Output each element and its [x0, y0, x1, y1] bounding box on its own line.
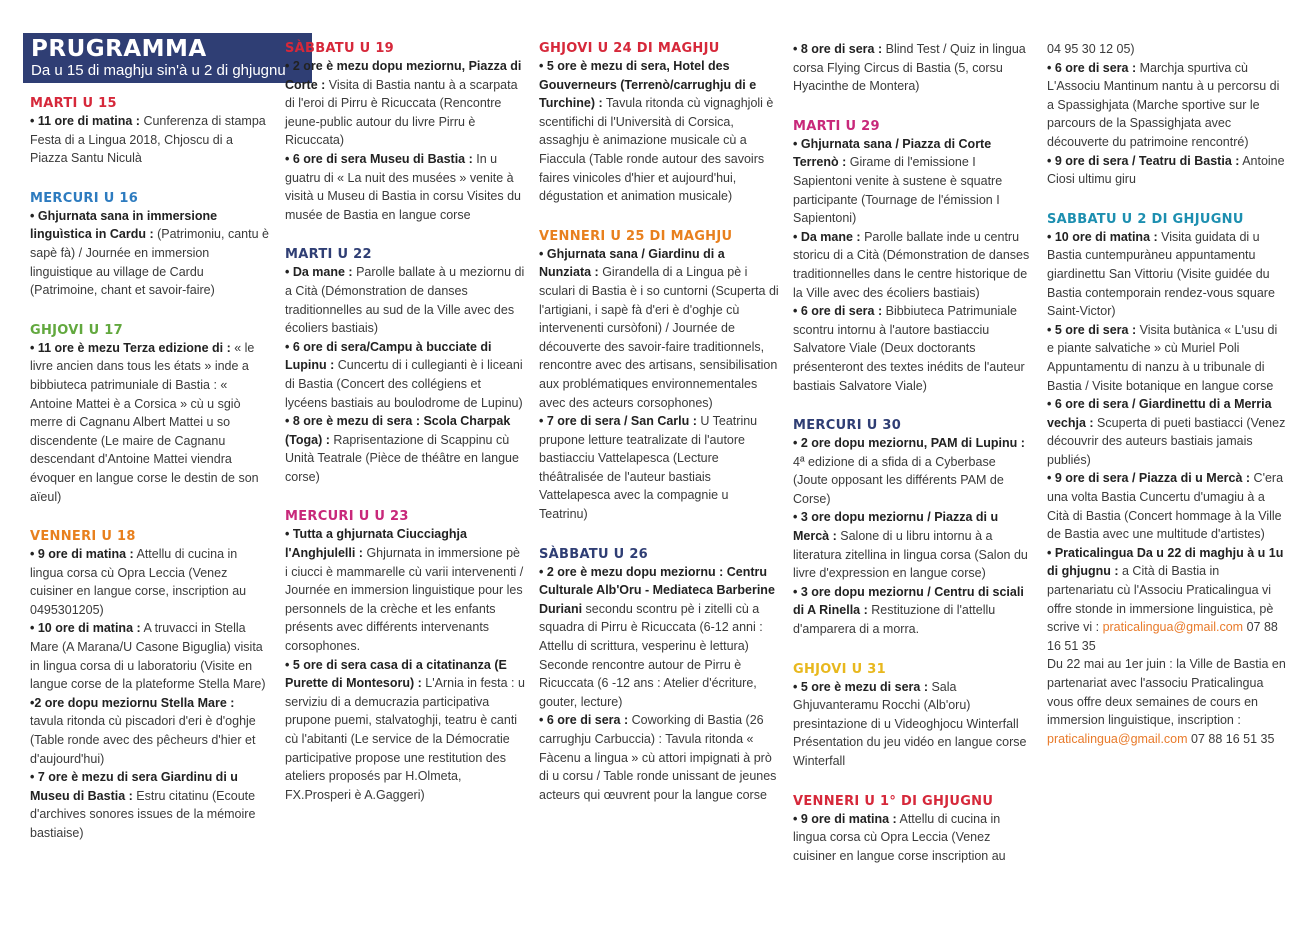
- event-title: • 11 ore è mezu Terza edizione di :: [30, 340, 231, 355]
- event-item: [793, 40, 1033, 96]
- section-spacer: [539, 524, 779, 536]
- event-item: [539, 711, 779, 804]
- event-item: [1047, 395, 1287, 469]
- section-spacer: [539, 804, 779, 816]
- event-title: • 6 ore di sera :: [1047, 60, 1137, 75]
- event-title: • 8 ore di sera :: [793, 42, 883, 56]
- event-title: • 3 ore dopu meziornu / Centru di sciali di A Rinella :: [793, 584, 1024, 618]
- section-spacer: [30, 506, 270, 518]
- event-description: U Teatrinu prupone letture teatralizate di l'autore bastiacciu Vattelapesca (Lecture théâtralisée de l'auteur bastiais Vattelapesca avec la compagnie u Teatrinu): [539, 414, 758, 522]
- event-title: • 3 ore dopu meziornu / Piazza di u Mercà :: [793, 510, 999, 544]
- section-spacer: [793, 865, 1033, 877]
- section-spacer: [30, 300, 270, 312]
- section-spacer: [285, 486, 525, 498]
- event-description: Parolle ballate à u meziornu di a Cità (Démonstration de danses traditionnelles au sud de la Ville avec des écoliers bastiais): [285, 265, 525, 336]
- section-spacer: [1047, 189, 1287, 201]
- event-title: • 8 ore è mezu di sera : Scola Charpak (Toga) :: [285, 414, 511, 447]
- event-title: • 7 ore di sera / San Carlu :: [539, 414, 697, 429]
- event-title: • 9 ore di sera / Piazza di u Mercà :: [1047, 471, 1251, 486]
- event-title: • 9 ore di sera / Teatru di Bastia :: [1047, 153, 1240, 168]
- event-item: [30, 112, 270, 168]
- day-heading: MARTI U 29: [793, 118, 880, 134]
- event-title: • 6 ore di sera/Campu à bucciate di Lupinu :: [285, 339, 492, 373]
- event-description: Blind Test / Quiz in lingua corsa Flying Circus di Bastia (5, corsu Hyacinthe de Montera): [793, 42, 1026, 94]
- event-description: (Patrimoniu, cantu è sapè fà) / Journée en immersion linguistique au village de Cardu (Patrimoine, chant et savoir-faire): [30, 227, 269, 298]
- day-heading: MARTI U 15: [30, 96, 117, 111]
- event-item: [539, 245, 779, 412]
- event-description: L'Arnia in festa : u serviziu di a demucrazia participativa prupone puemi, stalvatoghji, teatru è canti cù l'abitanti (Le service de la Démocratie participative propose une restitution des ateliers proposés par H.Olmeta, FX.Prosperi è A.Gaggeri): [285, 676, 525, 802]
- event-title: • 10 ore di matina :: [1047, 229, 1158, 244]
- event-title: • 10 ore di matina :: [30, 621, 141, 636]
- event-description: Cuncertu di i cullegianti è i liceani di Bastia (Concert des collégiens et lycéens bastiais au boulodrome de Lupinu): [285, 358, 523, 410]
- event-title: • 7 ore è mezu di sera Giardinu di u Museu di Bastia :: [30, 770, 238, 803]
- day-heading: MERCURI U 30: [793, 418, 902, 434]
- event-item: [1047, 228, 1287, 321]
- event-description: a Cità di Bastia in partenariatu cù l'Associu Praticalingua vi offre stonde in immersione linguistica, pè scrive vi :: [1047, 564, 1274, 635]
- event-title: • 9 ore di matina :: [793, 811, 897, 826]
- event-description: Parolle ballate inde u centru storicu di a Cità (Démonstration de danses traditionnelles dans le centre historique de la Ville avec des écoliers bastiais): [793, 229, 1030, 300]
- event-item: [1047, 59, 1287, 152]
- event-description: Bibbiuteca Patrimuniale scontru intornu à l'autore bastiacciu Salvatore Viale (Deux doctorants présenteront des textes inédits de l'auteur bastiais Salvatore Viale): [793, 304, 1025, 393]
- event-item: [285, 57, 525, 150]
- event-description: Visita butànica « L'usu di e piante salvatiche » cù Muriel Poli Appuntamentu di nanzu à u tribunale di Bastia / Visite botanique en langue corse: [1047, 322, 1278, 393]
- event-item: [793, 508, 1033, 582]
- event-item: [285, 412, 525, 486]
- day-heading: VENNERI U 1° DI GHJUGNU: [793, 793, 994, 809]
- section-spacer: [285, 804, 525, 816]
- event-description: 4ª edizione di a sfida di a Cyberbase (Joute opposant les différents PAM de Corse): [793, 454, 1004, 506]
- email-link[interactable]: praticalingua@gmail.com: [1047, 731, 1188, 746]
- event-description: Girame di l'emissione I Sapientoni venite à sustene è squatre participante (Tournage de l'émission I Sapientoni): [793, 155, 1003, 226]
- event-description: tavula ritonda cù piscadori d'eri è d'oghje (Table ronde avec des pêcheurs d'hier et d'aujourd'hui): [30, 714, 256, 766]
- event-title: • 6 ore di sera Museu di Bastia :: [285, 151, 473, 166]
- event-item: [285, 263, 525, 337]
- event-description: Attellu di cucina in lingua corsa cù Opra Leccia (Venez cuisiner en langue corse inscription au: [793, 811, 1006, 863]
- event-title: • 5 ore è mezu di sera :: [793, 679, 928, 694]
- section-spacer: [793, 771, 1033, 783]
- event-description: Restituzione di l'attellu d'amparera di a morra.: [793, 603, 996, 637]
- event-item: [539, 57, 779, 206]
- event-item: [793, 678, 1033, 771]
- section-spacer: [1047, 748, 1287, 760]
- email-link[interactable]: praticalingua@gmail.com: [1102, 620, 1244, 635]
- section-spacer: [793, 639, 1033, 651]
- event-item: [30, 694, 270, 768]
- day-heading: VENNERI U 18: [30, 529, 136, 545]
- day-heading: VENNERI U 25 DI MAGHJU: [539, 228, 733, 244]
- event-item: [285, 150, 525, 224]
- event-description: Visita di Bastia nantu à a scarpata di l'eroi di Pirru è Ricuccata (Rencontre jeune-public autour du livre Pirru è Ricuccata): [285, 77, 518, 148]
- event-title: • 5 ore è mezu di sera, Hotel des Gouverneurs (Terrenò/carrughju di e Turchine) :: [539, 59, 757, 111]
- day-heading: MERCURI U 16: [30, 190, 139, 206]
- event-title: • 6 ore di sera :: [793, 304, 883, 319]
- day-heading: MARTI U 22: [285, 247, 372, 263]
- event-title: • 6 ore di sera / Giardinettu di a Merria vechja :: [1047, 397, 1272, 430]
- event-item: [793, 302, 1033, 395]
- event-item: [539, 412, 779, 524]
- event-description: Cunferenza di stampa Festa di a Lingua 2018, Chjoscu di a Piazza Santu Niculà: [30, 114, 266, 166]
- event-title: • 9 ore di matina :: [30, 547, 134, 562]
- column-1: [30, 95, 270, 855]
- event-title: • Da mane :: [793, 229, 861, 244]
- page-title: PRUGRAMMA: [31, 36, 207, 62]
- event-description: Girandella di a Lingua pè i sculari di Bastia è i so cuntorni (Scuperta di l'artigiani, i sapè fà d'eri è d'oghje cù intervenenti cursòfoni) / Journée de découverte des savoir-faire traditionnels, rencontre avec des artisans, sensibilisation aux problématiques environnementales avec des acteurs corsophones): [539, 265, 779, 410]
- event-title: • 6 ore di sera :: [539, 713, 629, 728]
- event-description: Marchja spurtiva cù L'Associu Mantinum nantu à u percorsu di a Spassighjata (Marche sportive sur le parcours de la Spassighjata avec découverte du patrimoine rencontré): [1047, 60, 1280, 149]
- event-item: [30, 619, 270, 693]
- event-description: C'era una volta Bastia Cuncertu d'umagiu à a Cità di Bastia (Concert hommage à la Ville de Bastia avec une multitude d'artistes): [1047, 471, 1284, 542]
- section-spacer: [793, 395, 1033, 407]
- event-item: [30, 545, 270, 619]
- column-5: [1047, 40, 1287, 760]
- event-description: Scuperta di pueti bastiacci (Venez découvrir des auteurs bastiais jamais publiés): [1047, 415, 1286, 467]
- event-title: • 11 ore di matina :: [30, 114, 140, 128]
- event-description: Tavula ritonda cù vignaghjoli è scentifichi di l'Università di Corsica, assaghju è animazione musicale cù a Fiaccula (Table ronde autour des savoirs faires vinicoles d'hier et aujourd'hui, dégustation et animation musicale): [539, 96, 774, 204]
- event-title: •2 ore dopu meziornu Stella Mare :: [30, 695, 235, 710]
- event-title: • Ghjurnata sana / Piazza di Corte Terrenò :: [793, 136, 992, 170]
- event-title: • 2 ore dopu meziornu, PAM di Lupinu :: [793, 436, 1025, 451]
- event-description: secondu scontru pè i zitelli cù a squadra di Pirru è Ricuccata (6-12 anni : Attellu di scrittura, vesperinu è lettura) Seconde rencontre autour de Pirru è Ricuccata (6 -12 ans : Atelier d'écriture, gouter, lecture): [539, 601, 763, 709]
- event-description: Coworking di Bastia (26 carrughju Carbuccia) : Tavula ritonda « Fàcenu a lingua » cù attori impignati à prò di u corsu / Table ronde unissant de jeunes acteurs qui œuvrent pour la langue corse: [539, 713, 777, 802]
- section-spacer: [30, 168, 270, 180]
- event-description: Salone di u libru intornu à a literatura zitellina in lingua corsa (Salon du livre d'expression en langue corse): [793, 529, 1028, 581]
- event-item: [30, 207, 270, 300]
- event-item: [30, 768, 270, 842]
- page-subtitle: Da u 15 di maghju sin'à u 2 di ghjugnu: [31, 62, 286, 79]
- event-description: Sala Ghjuvanteramu Rocchi (Alb'oru) presintazione di u Videoghjocu Winterfall Présentation du jeu vidéo en langue corse Winterfall: [793, 679, 1027, 768]
- column-2: [285, 40, 525, 816]
- event-description: Attellu di cucina in lingua corsa cù Opra Leccia (Venez cuisiner en langue corse, inscription au 0495301205): [30, 547, 247, 617]
- column-4: [793, 40, 1033, 877]
- event-title: • Ghjurnata sana / Giardinu di a Nunziata :: [539, 246, 725, 280]
- event-description: A truvacci in Stella Mare (A Marana/U Casone Biguglia) visita in lingua corsa di u laboratoriu (Visite en langue corse de la plateforme Stella Mare): [30, 621, 266, 692]
- event-item: [539, 563, 779, 712]
- day-heading: GHJOVI U 24 DI MAGHJU: [539, 41, 720, 56]
- event-item: [1047, 544, 1287, 656]
- event-description: « le livre ancien dans tous les états » inde a bibbiuteca patrimuniale di Bastia : « Antoine Mattei è a Corsica » cù u sgiò merre di Cagnanu Albert Mattei u so discendente (Le maire de Cagnanu descendant d'Antoine Mattei viendra évoquer en langue corse le destin de son aïeul): [30, 340, 259, 504]
- event-description: Estru citatinu (Ecoute d'archives sonores issues de la mémoire bastiaise): [30, 788, 256, 840]
- event-item: [285, 656, 525, 805]
- program-banner: [23, 33, 312, 83]
- event-title: • 5 ore di sera :: [1047, 322, 1137, 337]
- event-description: In u guatru di « La nuit des musées » venite à visità u Museu di Bastia in corsu Visites du musée de Bastia en langue corse: [285, 151, 521, 222]
- day-heading: GHJOVI U 31: [793, 661, 886, 677]
- event-title: • Ghjurnata sana in immersione linguìstica in Cardu :: [30, 208, 218, 242]
- event-item: [285, 338, 525, 412]
- event-item: [1047, 469, 1287, 543]
- section-spacer: [793, 96, 1033, 108]
- event-description: Raprisentazione di Scappinu cù Unità Teatrale (Pièce de théâtre en langue corse): [285, 432, 519, 484]
- event-item: [793, 135, 1033, 228]
- event-title: • Tutta a ghjurnata Ciucciaghja l'Anghjulelli :: [285, 527, 467, 561]
- event-item: [793, 583, 1033, 639]
- day-heading: GHJOVI U 17: [30, 322, 123, 338]
- event-title: • 2 ore è mezu dopu meziornu, Piazza di Corte :: [285, 59, 522, 92]
- event-description: Visita guidata di u Bastia cuntempuràneu appuntamentu giardinettu San Vittoriu (Visite guidée du Bastia contemporain rendez-vous square Saint-Victor): [1047, 229, 1275, 319]
- day-heading: SÀBBATU U 26: [539, 546, 649, 562]
- event-item: [1047, 321, 1287, 395]
- event-item: [1047, 152, 1287, 189]
- event-item: [793, 434, 1033, 508]
- phone-number: 07 88 16 51 35: [1047, 620, 1278, 653]
- day-heading: SABBATU U 2 DI GHJUGNU: [1047, 211, 1244, 227]
- day-heading: SÀBBATU U 19: [285, 41, 395, 56]
- event-description: Antoine Ciosi ultimu giru: [1047, 153, 1285, 187]
- phone-number: 07 88 16 51 35: [1187, 731, 1275, 746]
- event-description: Du 22 mai au 1er juin : la Ville de Bastia en partenariat avec l'associu Praticalingua vous offre deux semaines de cours en immersion linguistique, inscription :: [1047, 657, 1286, 728]
- event-item: [285, 525, 525, 655]
- section-spacer: [285, 224, 525, 236]
- event-title: • 5 ore di sera casa di a citatinanza (E Purette di Montesoru) :: [285, 657, 507, 691]
- section-spacer: [30, 843, 270, 855]
- event-description: 04 95 30 12 05): [1047, 42, 1135, 56]
- event-title: • Da mane :: [285, 265, 353, 280]
- column-3: [539, 40, 779, 816]
- event-title: • 2 ore è mezu dopu meziornu : Centru Culturale Alb'Oru - Mediateca Barberine Duriani: [539, 564, 775, 616]
- section-spacer: [539, 206, 779, 218]
- event-item: [793, 810, 1033, 866]
- event-item: [1047, 655, 1287, 748]
- event-description: Ghjurnata in immersione pè i ciucci è mammarelle cù varii intervenenti / Journée en immersion linguistique pour les personnels de la crèche et les enfants présents avec différents intervenants corsophones.: [285, 546, 524, 654]
- event-item: [793, 228, 1033, 302]
- event-item: [30, 339, 270, 506]
- day-heading: MERCURI U U 23: [285, 509, 409, 525]
- event-item: [1047, 40, 1287, 59]
- event-title: • Praticalingua Da u 22 di maghju à u 1u di ghjugnu :: [1047, 545, 1284, 579]
